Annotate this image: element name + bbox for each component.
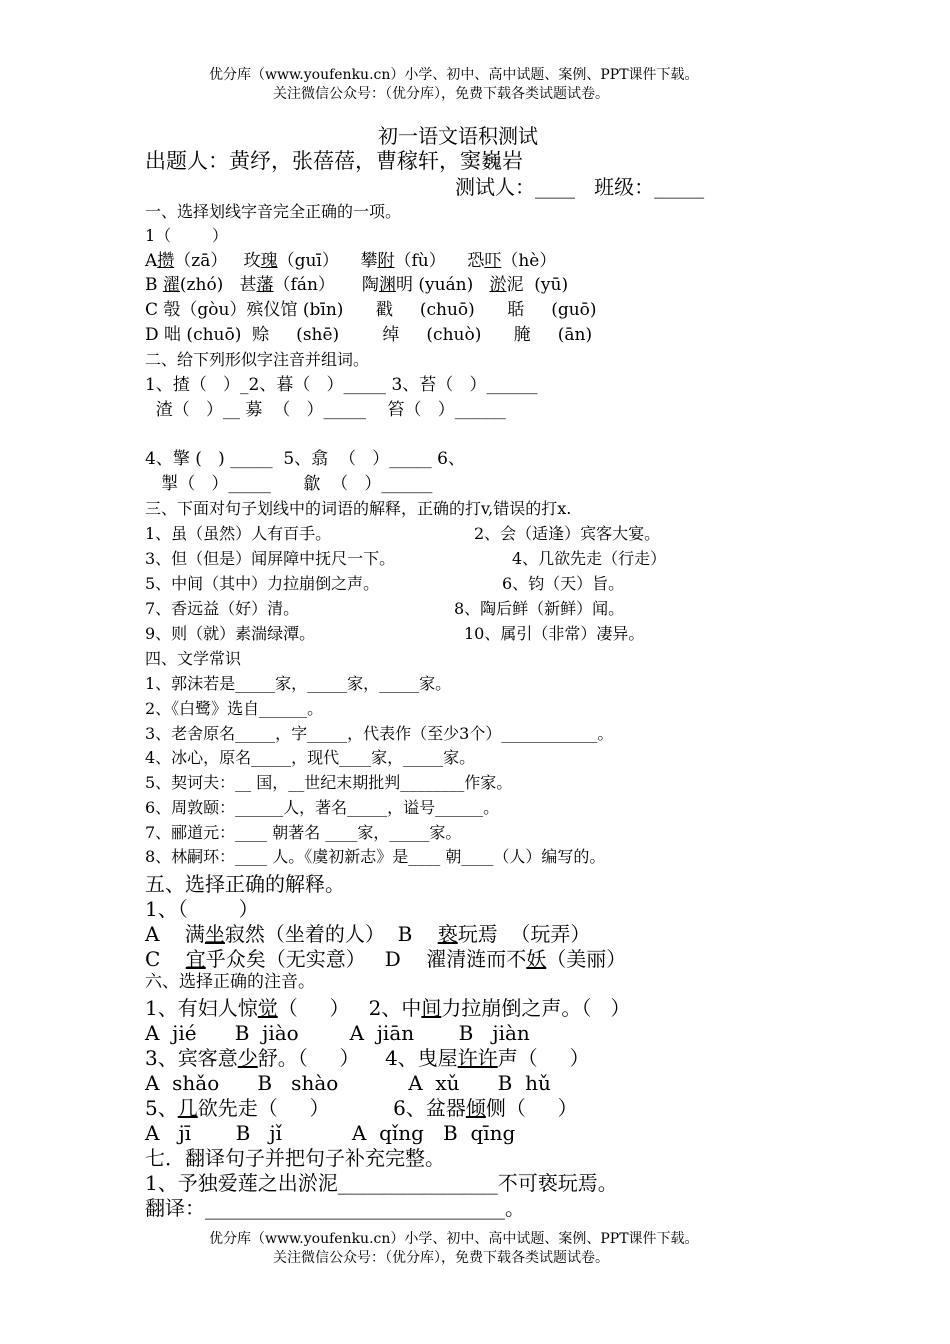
s3-item-10: 10、属引（非常）凄异。 (464, 624, 645, 643)
s6-options-5-6: A jī B jǐ A qǐng B qīng (145, 1121, 516, 1145)
s5-options-cd: C 宜乎众矣（无实意） D 濯清涟而不妖（美丽） (145, 947, 627, 971)
s4-item: 1、郭沫若是_____家，_____家，_____家。 (145, 674, 452, 693)
s5-question-1: 1、（ ） (145, 897, 259, 921)
s3-item-8: 8、陶后鲜（新鲜）闻。 (454, 599, 625, 618)
s7-question-1: 1、予独爱莲之出淤泥________________不可亵玩焉。 (145, 1171, 618, 1195)
s6-question-1-2: 1、有妇人惊觉（ ） 2、中间力拉崩倒之声。（ ） (145, 996, 631, 1020)
s4-item: 3、老舍原名_____，字_____，代表作（至少3个）____________。 (145, 724, 614, 743)
s3-item-9: 9、则（就）素湍绿潭。 (145, 624, 316, 643)
section-2-row-1: 1、揸（ ）_2、暮（ ）_____ 3、苔（ ）______ (145, 375, 538, 395)
s6-question-5-6: 5、几欲先走（ ） 6、盆器倾侧（ ） (145, 1096, 578, 1120)
s5-options-ab: A 满坐寂然（坐着的人） B 亵玩焉 （玩弄） (145, 922, 591, 946)
option-a-row: A攒（zā） 玫瑰（guī） 攀附（fù） 恐吓（hè） (145, 251, 557, 271)
page-title: 初一语文语积测试 (378, 124, 538, 148)
section-4-heading: 四、文学常识 (145, 649, 242, 668)
option-c-row: C 彀（gòu）殡仪馆 (bīn) 戳 (chuō) 聒 (guō) (145, 300, 597, 320)
s3-item-4: 4、几欲先走（行走） (512, 549, 667, 568)
section-7-heading: 七．翻译句子并把句子补充完整。 (145, 1146, 445, 1170)
section-6-heading: 六、选择正确的注音。 (145, 972, 315, 992)
authors-line: 出题人：黄纾，张蓓蓓，曹稼轩，窦巍岩 (145, 149, 523, 173)
s6-options-1-2: A jié B jiào A jiān B jiàn (145, 1021, 530, 1045)
s3-item-7: 7、香远益（好）清。 (145, 599, 300, 618)
s4-item: 8、林嗣环：____ 人。《虞初新志》是____ 朝____（人）编写的。 (145, 847, 606, 866)
option-d-row: D 咄 (chuō) 赊 (shē) 绰 (chuò) 腌 (ān) (145, 325, 593, 345)
s3-item-6: 6、钧（天）旨。 (502, 574, 625, 593)
footer-line-2: 关注微信公众号：（优分库），免费下载各类试题试卷。 (273, 1250, 609, 1266)
s4-item: 5、契诃夫：__ 国，__世纪末期批判________作家。 (145, 773, 513, 792)
s3-item-1: 1、虽（虽然）人有百手。 (145, 524, 332, 543)
tester-class-line: 测试人：____ 班级：_____ (455, 175, 705, 199)
option-b-row: B 濯(zhó) 甚藩（fán） 陶渊明 (yuán) 淤泥 (yū) (145, 275, 569, 295)
s7-translation-line: 翻译：______________________________。 (145, 1196, 525, 1220)
s4-item: 4、冰心，原名_____，现代____家，_____家。 (145, 748, 476, 767)
section-1-heading: 一、选择划线字音完全正确的一项。 (145, 202, 402, 221)
s4-item: 6、周敦颐：______人，著名_____，谥号______。 (145, 798, 500, 817)
section-2-row-2: 渣（ ）__ 募 （ ）_____ 笞（ ）______ (145, 400, 506, 420)
s3-item-3: 3、但（但是）闻屏障中抚尺一下。 (145, 549, 396, 568)
section-2-row-4: 掣（ ）_____ 歙 （ ）______ (145, 474, 433, 494)
header-line-1: 优分库（www.youfenku.cn）小学、初中、高中试题、案例、PPT课件下载。 (209, 67, 699, 83)
section-2-row-3: 4、擎 ( ) _____ 5、翕 （ ）_____ 6、 (145, 449, 465, 469)
s3-item-5: 5、中间（其中）力拉崩倒之声。 (145, 574, 380, 593)
question-1-1: 1（ ） (145, 226, 228, 245)
footer-line-1: 优分库（www.youfenku.cn）小学、初中、高中试题、案例、PPT课件下载。 (209, 1231, 699, 1247)
s6-options-3-4: A shǎo B shào A xǔ B hǔ (145, 1071, 551, 1095)
section-3-heading: 三、下面对句子划线中的词语的解释，正确的打v,错误的打x. (145, 499, 572, 518)
s6-question-3-4: 3、宾客意少舒。（ ） 4、曳屋许许声（ ） (145, 1046, 590, 1070)
section-2-heading: 二、给下列形似字注音并组词。 (145, 350, 370, 369)
header-line-2: 关注微信公众号：（优分库），免费下载各类试题试卷。 (273, 86, 609, 102)
s4-item: 7、郦道元：____ 朝著名 ____家，_____家。 (145, 823, 462, 842)
s4-item: 2、《白鹭》选自______。 (145, 699, 324, 718)
s3-item-2: 2、会（适逢）宾客大宴。 (474, 524, 661, 543)
section-5-heading: 五、选择正确的解释。 (145, 872, 345, 896)
